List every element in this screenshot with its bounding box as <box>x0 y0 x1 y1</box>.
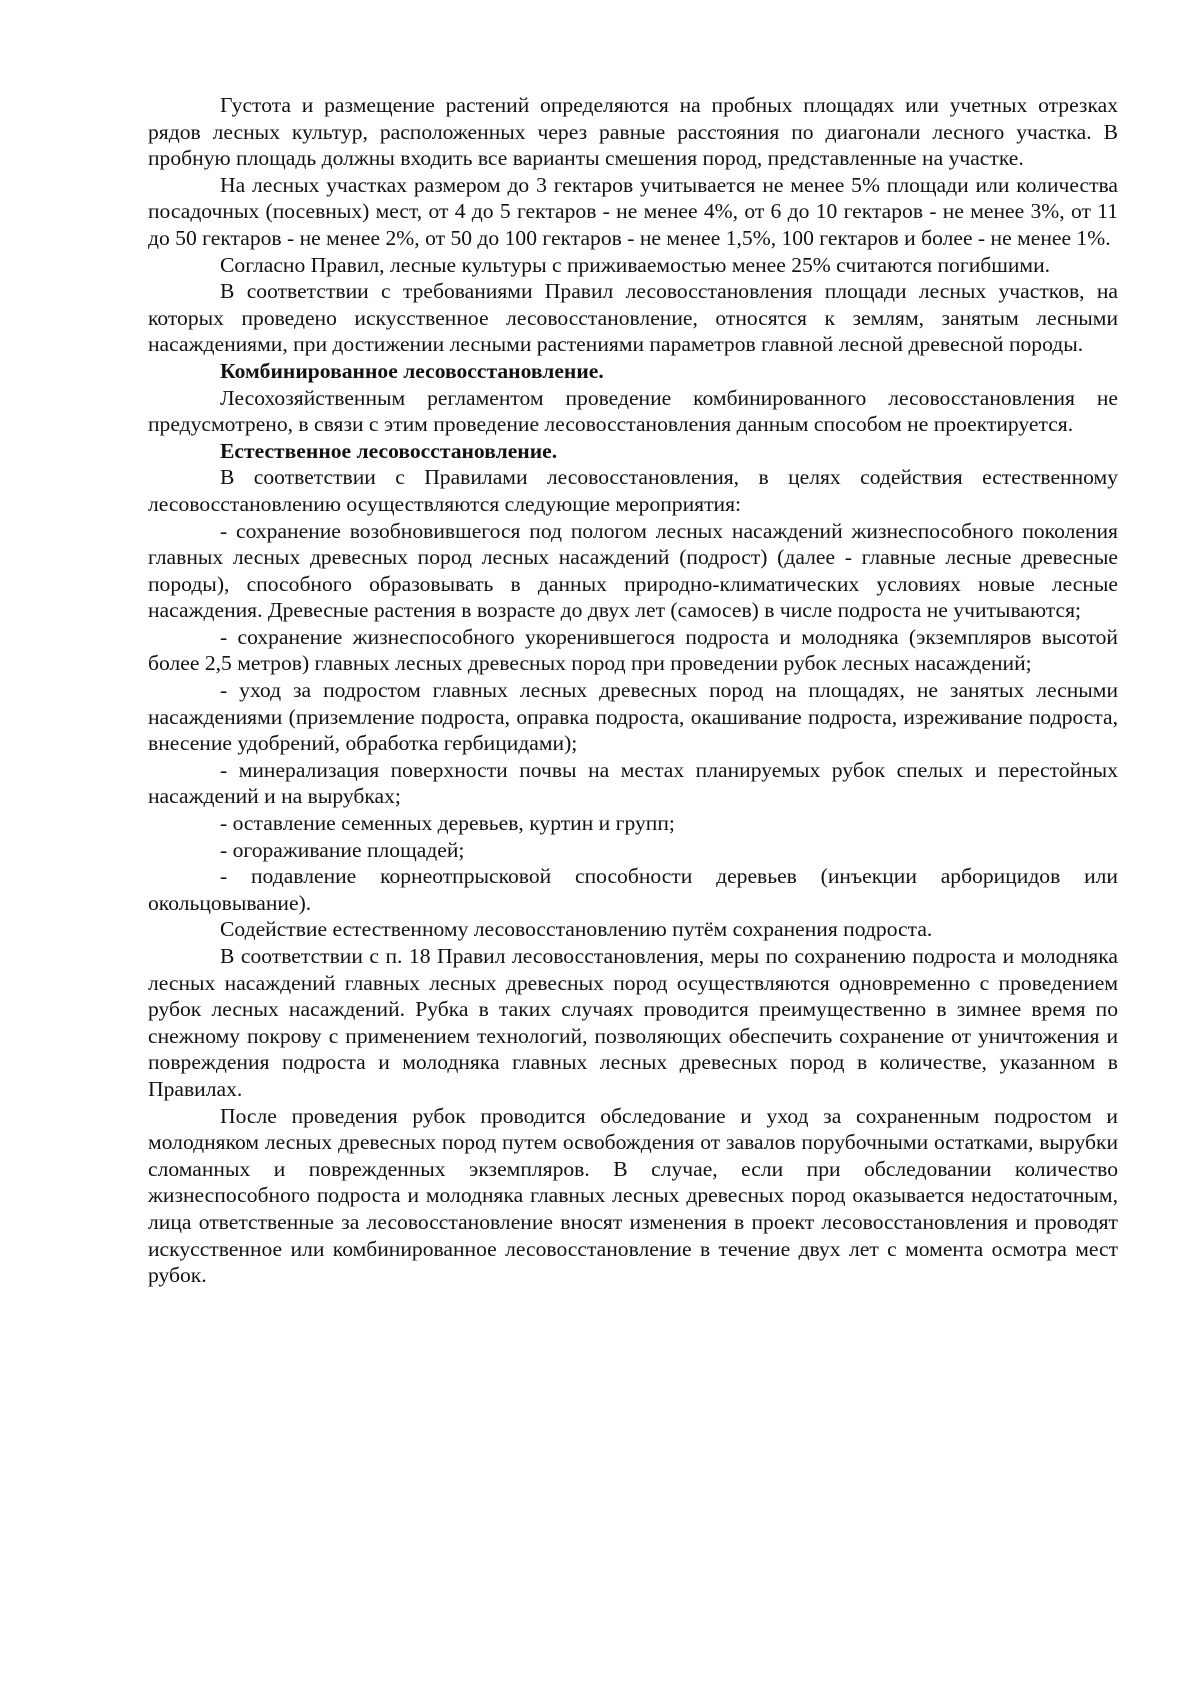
heading-combined-restoration: Комбинированное лесовосстановление. <box>220 358 604 383</box>
paragraph-combined-not-planned: Лесохозяйственным регламентом проведение комбинированного лесовосстановления не предусмотрено, в связи с этим проведение лесовосстановления данным способом не проектируется. <box>148 385 1118 437</box>
paragraph-after-felling: После проведения рубок проводится обследование и уход за сохраненным подростом и молодняком лесных древесных пород путем освобождения от завалов порубочными остатками, вырубки сломанных и поврежденных экземпляров. В случае, если при обследовании количество жизнеспособного подроста и молодняка главных лесных древесных пород оказывается недостаточным, лица ответственные за лесовосстановление вносят изменения в проект лесовосстановления и проводят искусственное или комбинированное лесовосстановление в течение двух лет с момента осмотра мест рубок. <box>148 1103 1118 1288</box>
list-item-undergrowth-preservation: - сохранение возобновившегося под пологом лесных насаждений жизнеспособного поколения главных лесных древесных пород лесных насаждений (подрост) (далее - главные лесные древесные породы), способного образовывать в данных природно-климатических условиях новые лесные насаждения. Древесные растения в возрасте до двух лет (самосев) в числе подроста не учитываются; <box>148 518 1118 623</box>
list-item-undergrowth-care: - уход за подростом главных лесных древесных пород на площадях, не занятых лесными насаждениями (приземление подроста, оправка подроста, окашивание подроста, изреживание подроста, внесение удобрений, обработка гербицидами); <box>148 678 1118 756</box>
list-item-young-growth-preservation: - сохранение жизнеспособного укоренившегося подроста и молодняка (экземпляров высотой более 2,5 метров) главных лесных древесных пород при проведении рубок лесных насаждений; <box>148 624 1118 676</box>
paragraph-natural-measures-intro: В соответствии с Правилами лесовосстановления, в целях содействия естественному лесовосстановлению осуществляются следующие мероприятия: <box>148 465 1118 516</box>
paragraph-artificial-restoration-lands: В соответствии с требованиями Правил лесовосстановления площади лесных участков, на которых проведено искусственное лесовосстановление, относятся к землям, занятым лесными насаждениями, при достижении лесными растениями параметров главной лесной древесной породы. <box>148 279 1118 357</box>
list-item-soil-mineralization: - минерализация поверхности почвы на местах планируемых рубок спелых и перестойных насаждений и на вырубках; <box>148 757 1118 809</box>
paragraph-rule-18: В соответствии с п. 18 Правил лесовосстановления, меры по сохранению подроста и молодняка лесных насаждений главных лесных древесных пород осуществляются одновременно с проведением рубок лесных насаждений. Рубка в таких случаях проводится преимущественно в зимнее время по снежному покрову с применением технологий, позволяющих обеспечить сохранение от уничтожения и повреждения подроста и молодняка главных лесных древесных пород в количестве, указанном в Правилах. <box>148 944 1118 1101</box>
list-item-root-suppression: - подавление корнеотпрысковой способности деревьев (инъекции арборицидов или окольцовывание). <box>148 864 1118 915</box>
document-page <box>148 92 1118 1289</box>
paragraph-assistance-undergrowth: Содействие естественному лесовосстановлению путём сохранения подроста. <box>220 917 933 942</box>
paragraph-survival-rate: Согласно Правил, лесные культуры с приживаемостью менее 25% считаются погибшими. <box>220 252 1051 277</box>
paragraph-area-accounting: На лесных участках размером до 3 гектаров учитывается не менее 5% площади или количества посадочных (посевных) мест, от 4 до 5 гектаров - не менее 4%, от 6 до 10 гектаров - не менее 3%, от 11 до 50 гектаров - не менее 2%, от 50 до 100 гектаров - не менее 1,5%, 100 гектаров и более - не менее 1%. <box>148 172 1118 250</box>
list-item-seed-trees: - оставление семенных деревьев, куртин и групп; <box>220 811 675 836</box>
heading-natural-restoration: Естественное лесовосстановление. <box>220 438 558 463</box>
paragraph-density-placement: Густота и размещение растений определяются на пробных площадях или учетных отрезках рядов лесных культур, расположенных через равные расстояния по диагонали лесного участка. В пробную площадь должны входить все варианты смешения пород, представленные на участке. <box>148 93 1118 171</box>
list-item-fencing: - огораживание площадей; <box>220 837 465 862</box>
